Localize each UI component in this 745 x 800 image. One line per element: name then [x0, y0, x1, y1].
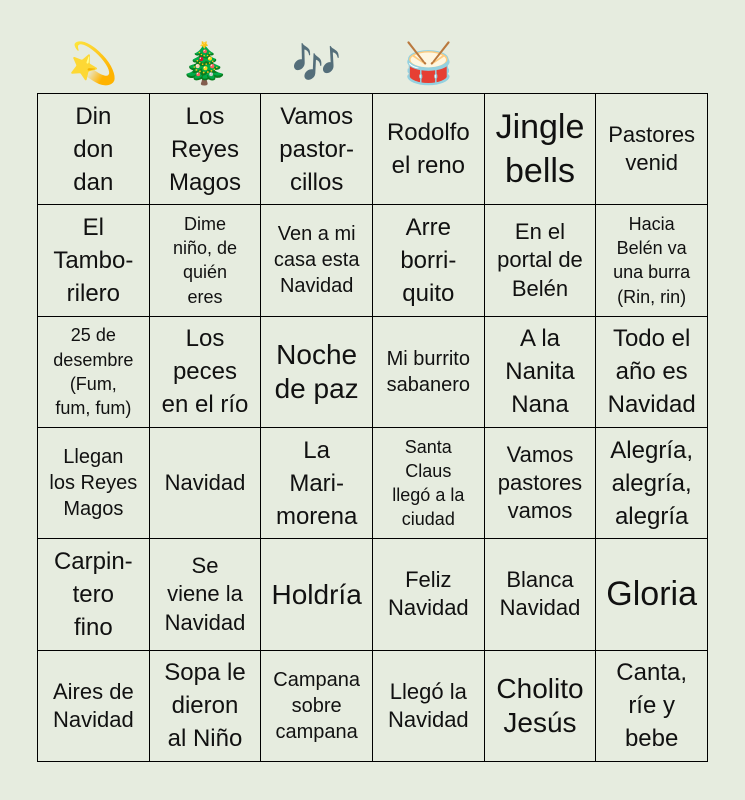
bingo-cell[interactable]: Sopa le dieron al Niño — [150, 651, 262, 762]
bingo-board — [37, 93, 708, 762]
bingo-cell[interactable]: Todo el año es Navidad — [596, 317, 708, 428]
bingo-header — [37, 36, 708, 92]
bingo-cell[interactable]: Vamos pastor- cillos — [261, 94, 373, 205]
bingo-cell[interactable]: Los Reyes Magos — [150, 94, 262, 205]
bingo-cell[interactable]: Llegó la Navidad — [373, 651, 485, 762]
bingo-cell[interactable]: Feliz Navidad — [373, 539, 485, 650]
bingo-cell[interactable]: La Mari- morena — [261, 428, 373, 539]
bingo-cell[interactable]: Gloria — [596, 539, 708, 650]
bingo-cell[interactable]: Jingle bells — [485, 94, 597, 205]
bingo-cell[interactable]: Santa Claus llegó a la ciudad — [373, 428, 485, 539]
bingo-cell[interactable]: Canta, ríe y bebe — [596, 651, 708, 762]
bingo-cell[interactable]: Holdría — [261, 539, 373, 650]
bingo-cell[interactable]: Noche de paz — [261, 317, 373, 428]
bingo-cell[interactable]: Rodolfo el reno — [373, 94, 485, 205]
bingo-cell[interactable]: Mi burrito sabanero — [373, 317, 485, 428]
bingo-cell[interactable]: Vamos pastores vamos — [485, 428, 597, 539]
bingo-cell[interactable]: Din don dan — [38, 94, 150, 205]
header-spacer — [596, 36, 708, 92]
bingo-cell[interactable]: Dime niño, de quién eres — [150, 205, 262, 316]
bingo-cell[interactable]: En el portal de Belén — [485, 205, 597, 316]
drum-icon: 🥁 — [403, 41, 454, 87]
bingo-cell[interactable]: Navidad — [150, 428, 262, 539]
bingo-cell[interactable]: Carpin- tero fino — [38, 539, 150, 650]
bingo-cell[interactable]: El Tambo- rilero — [38, 205, 150, 316]
music-notes-icon: 🎶 — [291, 41, 342, 87]
bingo-cell[interactable]: Aires de Navidad — [38, 651, 150, 762]
bingo-cell[interactable]: Hacia Belén va una burra (Rin, rin) — [596, 205, 708, 316]
bingo-cell[interactable]: Cholito Jesús — [485, 651, 597, 762]
bingo-cell[interactable]: Campana sobre campana — [261, 651, 373, 762]
dizzy-star-icon: 💫 — [68, 41, 118, 87]
header-spacer — [484, 36, 596, 92]
bingo-cell[interactable]: Pastores venid — [596, 94, 708, 205]
bingo-cell[interactable]: Llegan los Reyes Magos — [38, 428, 150, 539]
bingo-cell[interactable]: A la Nanita Nana — [485, 317, 597, 428]
bingo-cell[interactable]: Ven a mi casa esta Navidad — [261, 205, 373, 316]
bingo-cell[interactable]: Los peces en el río — [150, 317, 262, 428]
bingo-cell[interactable]: Alegría, alegría, alegría — [596, 428, 708, 539]
bingo-cell[interactable]: Arre borri- quito — [373, 205, 485, 316]
bingo-cell[interactable]: Blanca Navidad — [485, 539, 597, 650]
bingo-cell[interactable]: 25 de desembre (Fum, fum, fum) — [38, 317, 150, 428]
bingo-cell[interactable]: Se viene la Navidad — [150, 539, 262, 650]
christmas-tree-icon: 🎄 — [179, 41, 230, 87]
